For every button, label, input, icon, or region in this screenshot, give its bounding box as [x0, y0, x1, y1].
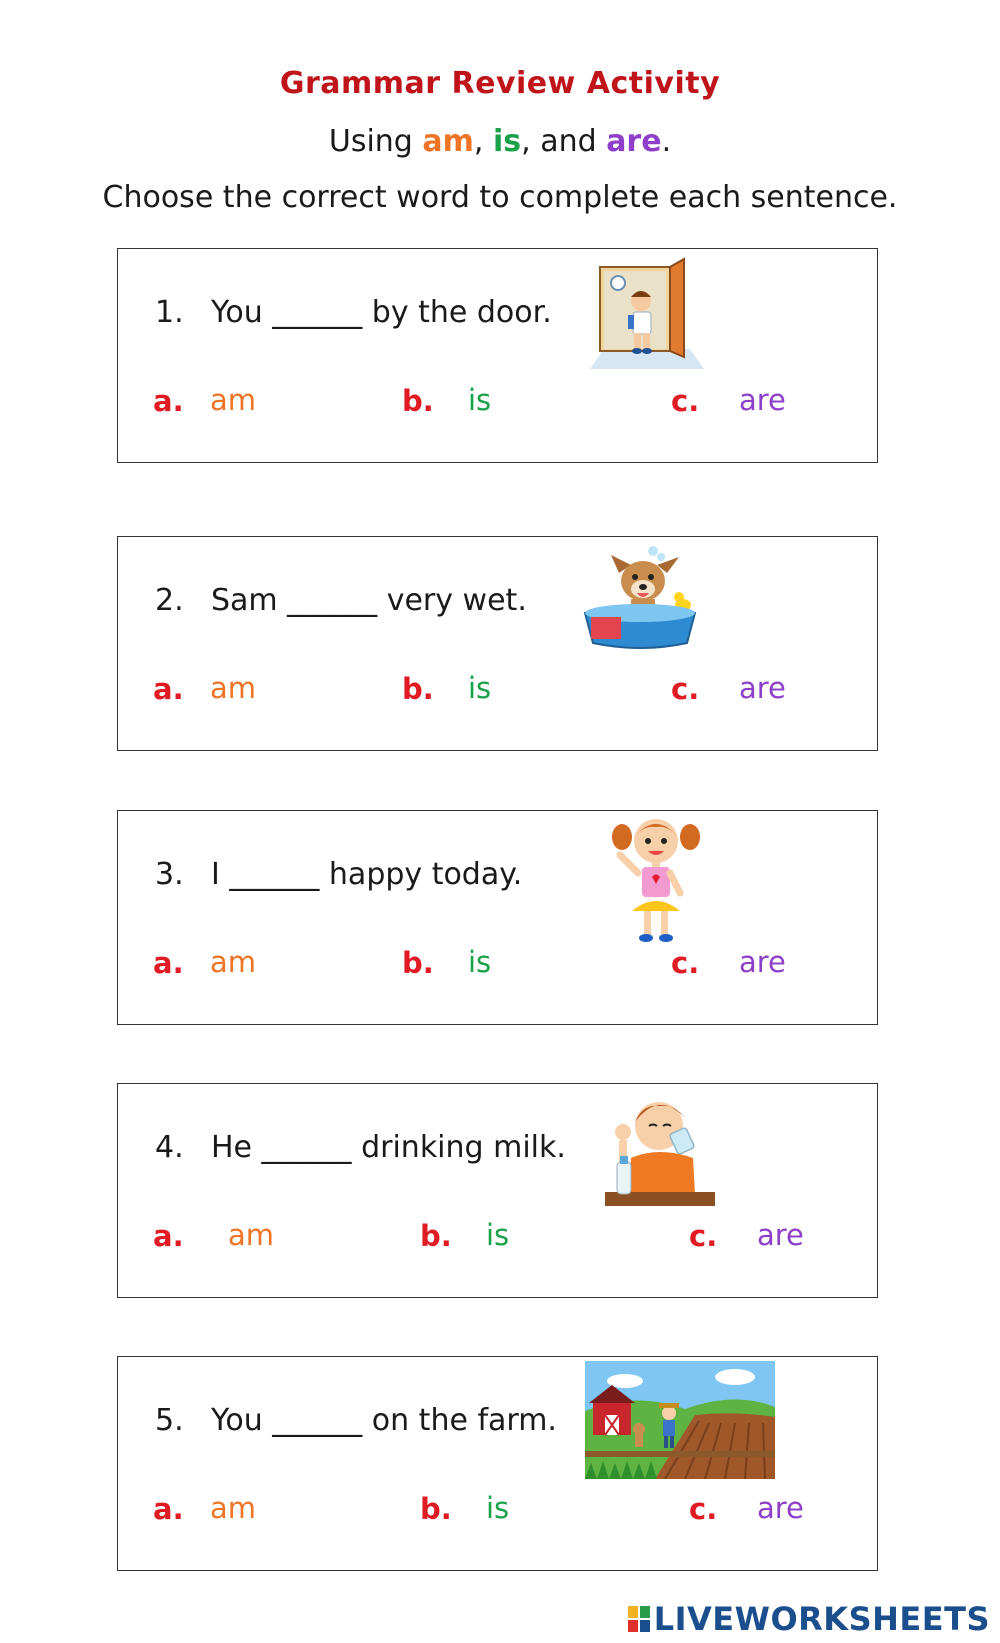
subtitle-word-am: am [422, 124, 474, 159]
subtitle-comma-1: , [473, 124, 493, 159]
option-a-am[interactable]: am [210, 383, 257, 417]
farm-scene-icon [585, 1361, 775, 1479]
subtitle-prefix: Using [328, 124, 423, 159]
option-b-is[interactable]: is [486, 1491, 510, 1525]
question-number: 4. [155, 1130, 184, 1165]
question-number: 3. [155, 857, 184, 892]
question-card-1 [117, 248, 878, 463]
option-a-am[interactable]: am [210, 945, 257, 979]
subtitle-comma-2: , and [521, 124, 607, 159]
option-a-am[interactable]: am [210, 671, 257, 705]
option-c-are[interactable]: are [757, 1491, 804, 1525]
question-sentence: I ______ happy today. [211, 857, 523, 892]
option-c-letter: c. [671, 946, 700, 980]
boy-at-door-icon [586, 257, 710, 372]
subtitle-period: . [661, 124, 672, 159]
dog-in-bath-icon [583, 543, 699, 653]
option-c-are[interactable]: are [757, 1218, 804, 1252]
question-card-2 [117, 536, 878, 751]
option-a-letter: a. [153, 384, 184, 418]
option-c-letter: c. [671, 672, 700, 706]
option-c-letter: c. [689, 1219, 718, 1253]
question-sentence: He ______ drinking milk. [211, 1130, 566, 1165]
option-c-are[interactable]: are [739, 945, 786, 979]
option-b-is[interactable]: is [468, 945, 492, 979]
question-sentence: You ______ by the door. [211, 295, 552, 330]
brand-name: LIVEWORKSHEETS [653, 1600, 990, 1638]
question-number: 2. [155, 583, 184, 618]
question-sentence: Sam ______ very wet. [211, 583, 527, 618]
option-b-letter: b. [402, 384, 434, 418]
question-number: 1. [155, 295, 184, 330]
boy-drinking-milk-icon [603, 1088, 718, 1208]
option-a-letter: a. [153, 672, 184, 706]
question-sentence: You ______ on the farm. [211, 1403, 557, 1438]
option-a-letter: a. [153, 1219, 184, 1253]
option-b-is[interactable]: is [468, 383, 492, 417]
option-a-letter: a. [153, 1492, 184, 1526]
question-number: 5. [155, 1403, 184, 1438]
option-c-letter: c. [671, 384, 700, 418]
worksheet-title: Grammar Review Activity [279, 66, 721, 101]
option-c-are[interactable]: are [739, 671, 786, 705]
option-a-am[interactable]: am [228, 1218, 275, 1252]
option-a-letter: a. [153, 946, 184, 980]
option-b-letter: b. [402, 672, 434, 706]
option-b-letter: b. [402, 946, 434, 980]
option-b-is[interactable]: is [468, 671, 492, 705]
instructions: Choose the correct word to complete each sentence. [102, 180, 898, 215]
subtitle-word-is: is [492, 124, 522, 159]
option-b-letter: b. [420, 1492, 452, 1526]
option-c-letter: c. [689, 1492, 718, 1526]
worksheet-subtitle [0, 124, 1000, 159]
question-card-3 [117, 810, 878, 1025]
option-b-letter: b. [420, 1219, 452, 1253]
subtitle-word-are: are [606, 124, 662, 159]
option-a-am[interactable]: am [210, 1491, 257, 1525]
liveworksheets-mark-icon [628, 1606, 650, 1632]
question-card-5 [117, 1356, 878, 1571]
question-card-4 [117, 1083, 878, 1298]
happy-girl-icon [608, 811, 704, 945]
option-c-are[interactable]: are [739, 383, 786, 417]
option-b-is[interactable]: is [486, 1218, 510, 1252]
liveworksheets-logo [628, 1600, 990, 1638]
